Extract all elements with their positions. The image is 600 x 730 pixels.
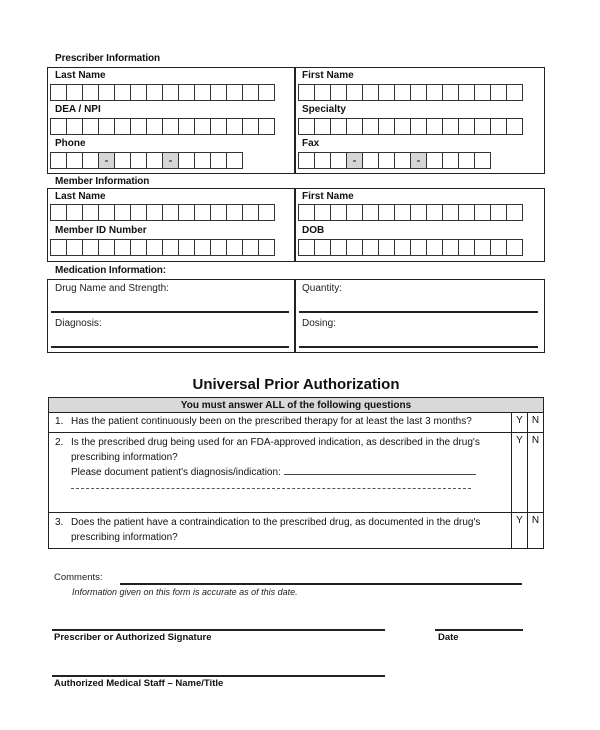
character-cell[interactable] <box>50 204 67 221</box>
comments-input[interactable] <box>120 583 522 585</box>
character-cell[interactable] <box>458 204 475 221</box>
character-cell[interactable] <box>114 239 131 256</box>
character-cell[interactable] <box>178 118 195 135</box>
character-cell[interactable] <box>162 118 179 135</box>
prescriber-fax-label: Fax <box>302 138 320 149</box>
prescriber-specialty-label: Specialty <box>302 104 346 115</box>
medication-info-box <box>47 279 545 353</box>
question-3-yes[interactable]: Y <box>512 513 528 549</box>
character-cell[interactable] <box>426 204 443 221</box>
character-cell[interactable] <box>314 152 331 169</box>
column-divider <box>294 279 296 352</box>
character-cell[interactable] <box>458 84 475 101</box>
character-cell[interactable] <box>506 204 523 221</box>
character-cell[interactable] <box>298 239 315 256</box>
character-cell[interactable] <box>490 84 507 101</box>
question-number: 1. <box>55 416 64 427</box>
character-cell[interactable] <box>82 84 99 101</box>
character-cell[interactable] <box>298 118 315 135</box>
character-cell[interactable] <box>258 239 275 256</box>
character-cell[interactable] <box>130 118 147 135</box>
character-cell[interactable] <box>330 118 347 135</box>
prescriber-section-title: Prescriber Information <box>55 53 161 64</box>
character-cell[interactable] <box>50 152 67 169</box>
question-number: 2. <box>55 437 64 448</box>
character-cell[interactable] <box>130 204 147 221</box>
character-cell[interactable] <box>378 239 395 256</box>
character-cell[interactable] <box>178 239 195 256</box>
member-section-title: Member Information <box>55 176 150 187</box>
character-cell[interactable] <box>242 239 259 256</box>
character-cell[interactable] <box>50 118 67 135</box>
character-cell[interactable] <box>298 204 315 221</box>
character-cell[interactable] <box>210 204 227 221</box>
character-cell[interactable] <box>114 118 131 135</box>
separator-cell <box>346 152 363 169</box>
character-cell[interactable] <box>130 84 147 101</box>
question-text-line1: Is the prescribed drug being used for an FDA-approved indication, as described in the drug's <box>71 437 480 448</box>
prescriber-info-box <box>47 67 545 174</box>
question-text-line1: Does the patient have a contraindication to the prescribed drug, as documented in the drug's <box>71 517 481 528</box>
character-cell[interactable] <box>210 84 227 101</box>
quantity-label: Quantity: <box>302 283 343 294</box>
character-cell[interactable] <box>458 239 475 256</box>
member-first-name-input[interactable] <box>298 204 523 221</box>
character-cell[interactable] <box>378 84 395 101</box>
character-cell[interactable] <box>258 118 275 135</box>
character-cell[interactable] <box>66 239 83 256</box>
character-cell[interactable] <box>330 239 347 256</box>
question-3-no[interactable]: N <box>528 513 544 549</box>
character-cell[interactable] <box>114 152 131 169</box>
column-divider <box>294 67 296 173</box>
character-cell[interactable] <box>162 84 179 101</box>
character-cell[interactable] <box>178 204 195 221</box>
character-cell[interactable] <box>442 118 459 135</box>
character-cell[interactable] <box>258 204 275 221</box>
staff-name-label: Authorized Medical Staff – Name/Title <box>54 678 224 689</box>
character-cell[interactable] <box>314 204 331 221</box>
question-text-line2: prescribing information? <box>71 452 178 463</box>
diagnosis-indication-input[interactable] <box>284 465 476 475</box>
diagnosis-continuation-line[interactable] <box>71 480 471 489</box>
character-cell[interactable] <box>346 204 363 221</box>
drug-name-input[interactable] <box>51 311 289 313</box>
quantity-input[interactable] <box>299 311 538 313</box>
prescriber-fax-input[interactable] <box>298 152 491 169</box>
character-cell[interactable] <box>82 152 99 169</box>
questions-table <box>48 397 544 549</box>
character-cell[interactable] <box>474 118 491 135</box>
dosing-input[interactable] <box>299 346 538 348</box>
prescriber-specialty-input[interactable] <box>298 118 523 135</box>
character-cell[interactable] <box>394 204 411 221</box>
question-row-3 <box>49 513 544 549</box>
character-cell[interactable] <box>458 118 475 135</box>
character-cell[interactable] <box>130 239 147 256</box>
question-2-no[interactable]: N <box>528 433 544 513</box>
character-cell[interactable] <box>410 84 427 101</box>
prescriber-phone-label: Phone <box>55 138 86 149</box>
character-cell[interactable] <box>378 152 395 169</box>
character-cell[interactable] <box>426 118 443 135</box>
character-cell[interactable] <box>146 118 163 135</box>
character-cell[interactable] <box>298 152 315 169</box>
character-cell[interactable] <box>194 118 211 135</box>
diagnosis-label: Diagnosis: <box>55 318 102 329</box>
character-cell[interactable] <box>410 118 427 135</box>
character-cell[interactable] <box>362 239 379 256</box>
member-last-name-input[interactable] <box>50 204 275 221</box>
character-cell[interactable] <box>506 118 523 135</box>
character-cell[interactable] <box>442 84 459 101</box>
character-cell[interactable] <box>458 152 475 169</box>
separator-cell <box>162 152 179 169</box>
comments-label: Comments: <box>54 572 103 583</box>
character-cell[interactable] <box>394 152 411 169</box>
character-cell[interactable] <box>98 84 115 101</box>
character-cell[interactable] <box>394 118 411 135</box>
character-cell[interactable] <box>442 204 459 221</box>
member-dob-input[interactable] <box>298 239 523 256</box>
character-cell[interactable] <box>242 204 259 221</box>
character-cell[interactable] <box>490 204 507 221</box>
character-cell[interactable] <box>506 84 523 101</box>
questions-header: You must answer ALL of the following questions <box>49 398 544 413</box>
signature-input[interactable] <box>52 629 385 631</box>
character-cell[interactable] <box>362 84 379 101</box>
character-cell[interactable] <box>426 239 443 256</box>
character-cell[interactable] <box>162 239 179 256</box>
character-cell[interactable] <box>66 118 83 135</box>
prescriber-last-name-label: Last Name <box>55 70 106 81</box>
character-cell[interactable] <box>394 239 411 256</box>
character-cell[interactable] <box>226 84 243 101</box>
separator-cell <box>98 152 115 169</box>
character-cell[interactable] <box>98 118 115 135</box>
character-cell[interactable] <box>474 204 491 221</box>
drug-name-label: Drug Name and Strength: <box>55 283 169 294</box>
character-cell[interactable] <box>194 84 211 101</box>
member-dob-label: DOB <box>302 225 325 236</box>
character-cell[interactable] <box>490 239 507 256</box>
authorization-title: Universal Prior Authorization <box>192 376 400 393</box>
character-cell[interactable] <box>362 152 379 169</box>
character-cell[interactable] <box>258 84 275 101</box>
character-cell[interactable] <box>178 152 195 169</box>
column-divider <box>294 188 296 261</box>
character-cell[interactable] <box>410 239 427 256</box>
character-cell[interactable] <box>426 152 443 169</box>
character-cell[interactable] <box>178 84 195 101</box>
character-cell[interactable] <box>130 152 147 169</box>
character-cell[interactable] <box>426 84 443 101</box>
dosing-label: Dosing: <box>302 318 336 329</box>
character-cell[interactable] <box>474 84 491 101</box>
character-cell[interactable] <box>146 204 163 221</box>
character-cell[interactable] <box>346 84 363 101</box>
signature-label: Prescriber or Authorized Signature <box>54 632 212 643</box>
character-cell[interactable] <box>378 204 395 221</box>
character-cell[interactable] <box>146 239 163 256</box>
character-cell[interactable] <box>194 204 211 221</box>
character-cell[interactable] <box>330 204 347 221</box>
question-1-yes[interactable]: Y <box>512 413 528 433</box>
character-cell[interactable] <box>330 152 347 169</box>
character-cell[interactable] <box>330 84 347 101</box>
member-id-label: Member ID Number <box>55 225 147 236</box>
prescriber-last-name-input[interactable] <box>50 84 275 101</box>
character-cell[interactable] <box>50 84 67 101</box>
member-info-box <box>47 188 545 262</box>
prescriber-first-name-input[interactable] <box>298 84 523 101</box>
character-cell[interactable] <box>506 239 523 256</box>
prescriber-dea-npi-label: DEA / NPI <box>55 104 101 115</box>
character-cell[interactable] <box>82 204 99 221</box>
character-cell[interactable] <box>226 118 243 135</box>
question-text-line2: prescribing information? <box>71 532 178 543</box>
character-cell[interactable] <box>226 152 243 169</box>
character-cell[interactable] <box>242 118 259 135</box>
character-cell[interactable] <box>394 84 411 101</box>
character-cell[interactable] <box>82 118 99 135</box>
character-cell[interactable] <box>98 239 115 256</box>
question-row-2 <box>49 433 544 513</box>
character-cell[interactable] <box>314 118 331 135</box>
character-cell[interactable] <box>474 239 491 256</box>
accuracy-note: Information given on this form is accurate as of this date. <box>72 587 298 597</box>
character-cell[interactable] <box>346 118 363 135</box>
character-cell[interactable] <box>210 118 227 135</box>
character-cell[interactable] <box>210 239 227 256</box>
character-cell[interactable] <box>442 239 459 256</box>
character-cell[interactable] <box>362 204 379 221</box>
character-cell[interactable] <box>66 204 83 221</box>
question-number: 3. <box>55 517 64 528</box>
prescriber-dea-npi-input[interactable] <box>50 118 275 135</box>
character-cell[interactable] <box>226 239 243 256</box>
character-cell[interactable] <box>194 152 211 169</box>
character-cell[interactable] <box>194 239 211 256</box>
character-cell[interactable] <box>314 84 331 101</box>
character-cell[interactable] <box>362 118 379 135</box>
character-cell[interactable] <box>378 118 395 135</box>
question-1-no[interactable]: N <box>528 413 544 433</box>
character-cell[interactable] <box>114 84 131 101</box>
character-cell[interactable] <box>474 152 491 169</box>
date-input[interactable] <box>435 629 523 631</box>
character-cell[interactable] <box>146 84 163 101</box>
character-cell[interactable] <box>490 118 507 135</box>
character-cell[interactable] <box>114 204 131 221</box>
member-last-name-label: Last Name <box>55 191 106 202</box>
staff-name-input[interactable] <box>52 675 385 677</box>
prescriber-first-name-label: First Name <box>302 70 354 81</box>
character-cell[interactable] <box>82 239 99 256</box>
member-id-input[interactable] <box>50 239 275 256</box>
character-cell[interactable] <box>98 204 115 221</box>
character-cell[interactable] <box>66 84 83 101</box>
character-cell[interactable] <box>298 84 315 101</box>
diagnosis-prompt: Please document patient's diagnosis/indication: <box>71 467 281 478</box>
medication-section-title: Medication Information: <box>55 265 167 276</box>
diagnosis-input[interactable] <box>51 346 289 348</box>
member-first-name-label: First Name <box>302 191 354 202</box>
character-cell[interactable] <box>314 239 331 256</box>
character-cell[interactable] <box>210 152 227 169</box>
date-label: Date <box>438 632 459 643</box>
question-2-yes[interactable]: Y <box>512 433 528 513</box>
question-row-1 <box>49 413 544 433</box>
character-cell[interactable] <box>66 152 83 169</box>
character-cell[interactable] <box>242 84 259 101</box>
character-cell[interactable] <box>442 152 459 169</box>
separator-cell <box>410 152 427 169</box>
character-cell[interactable] <box>50 239 67 256</box>
character-cell[interactable] <box>162 204 179 221</box>
prescriber-phone-input[interactable] <box>50 152 243 169</box>
character-cell[interactable] <box>346 239 363 256</box>
character-cell[interactable] <box>226 204 243 221</box>
character-cell[interactable] <box>146 152 163 169</box>
question-text: Has the patient continuously been on the prescribed therapy for at least the last 3 months? <box>71 416 472 427</box>
character-cell[interactable] <box>410 204 427 221</box>
